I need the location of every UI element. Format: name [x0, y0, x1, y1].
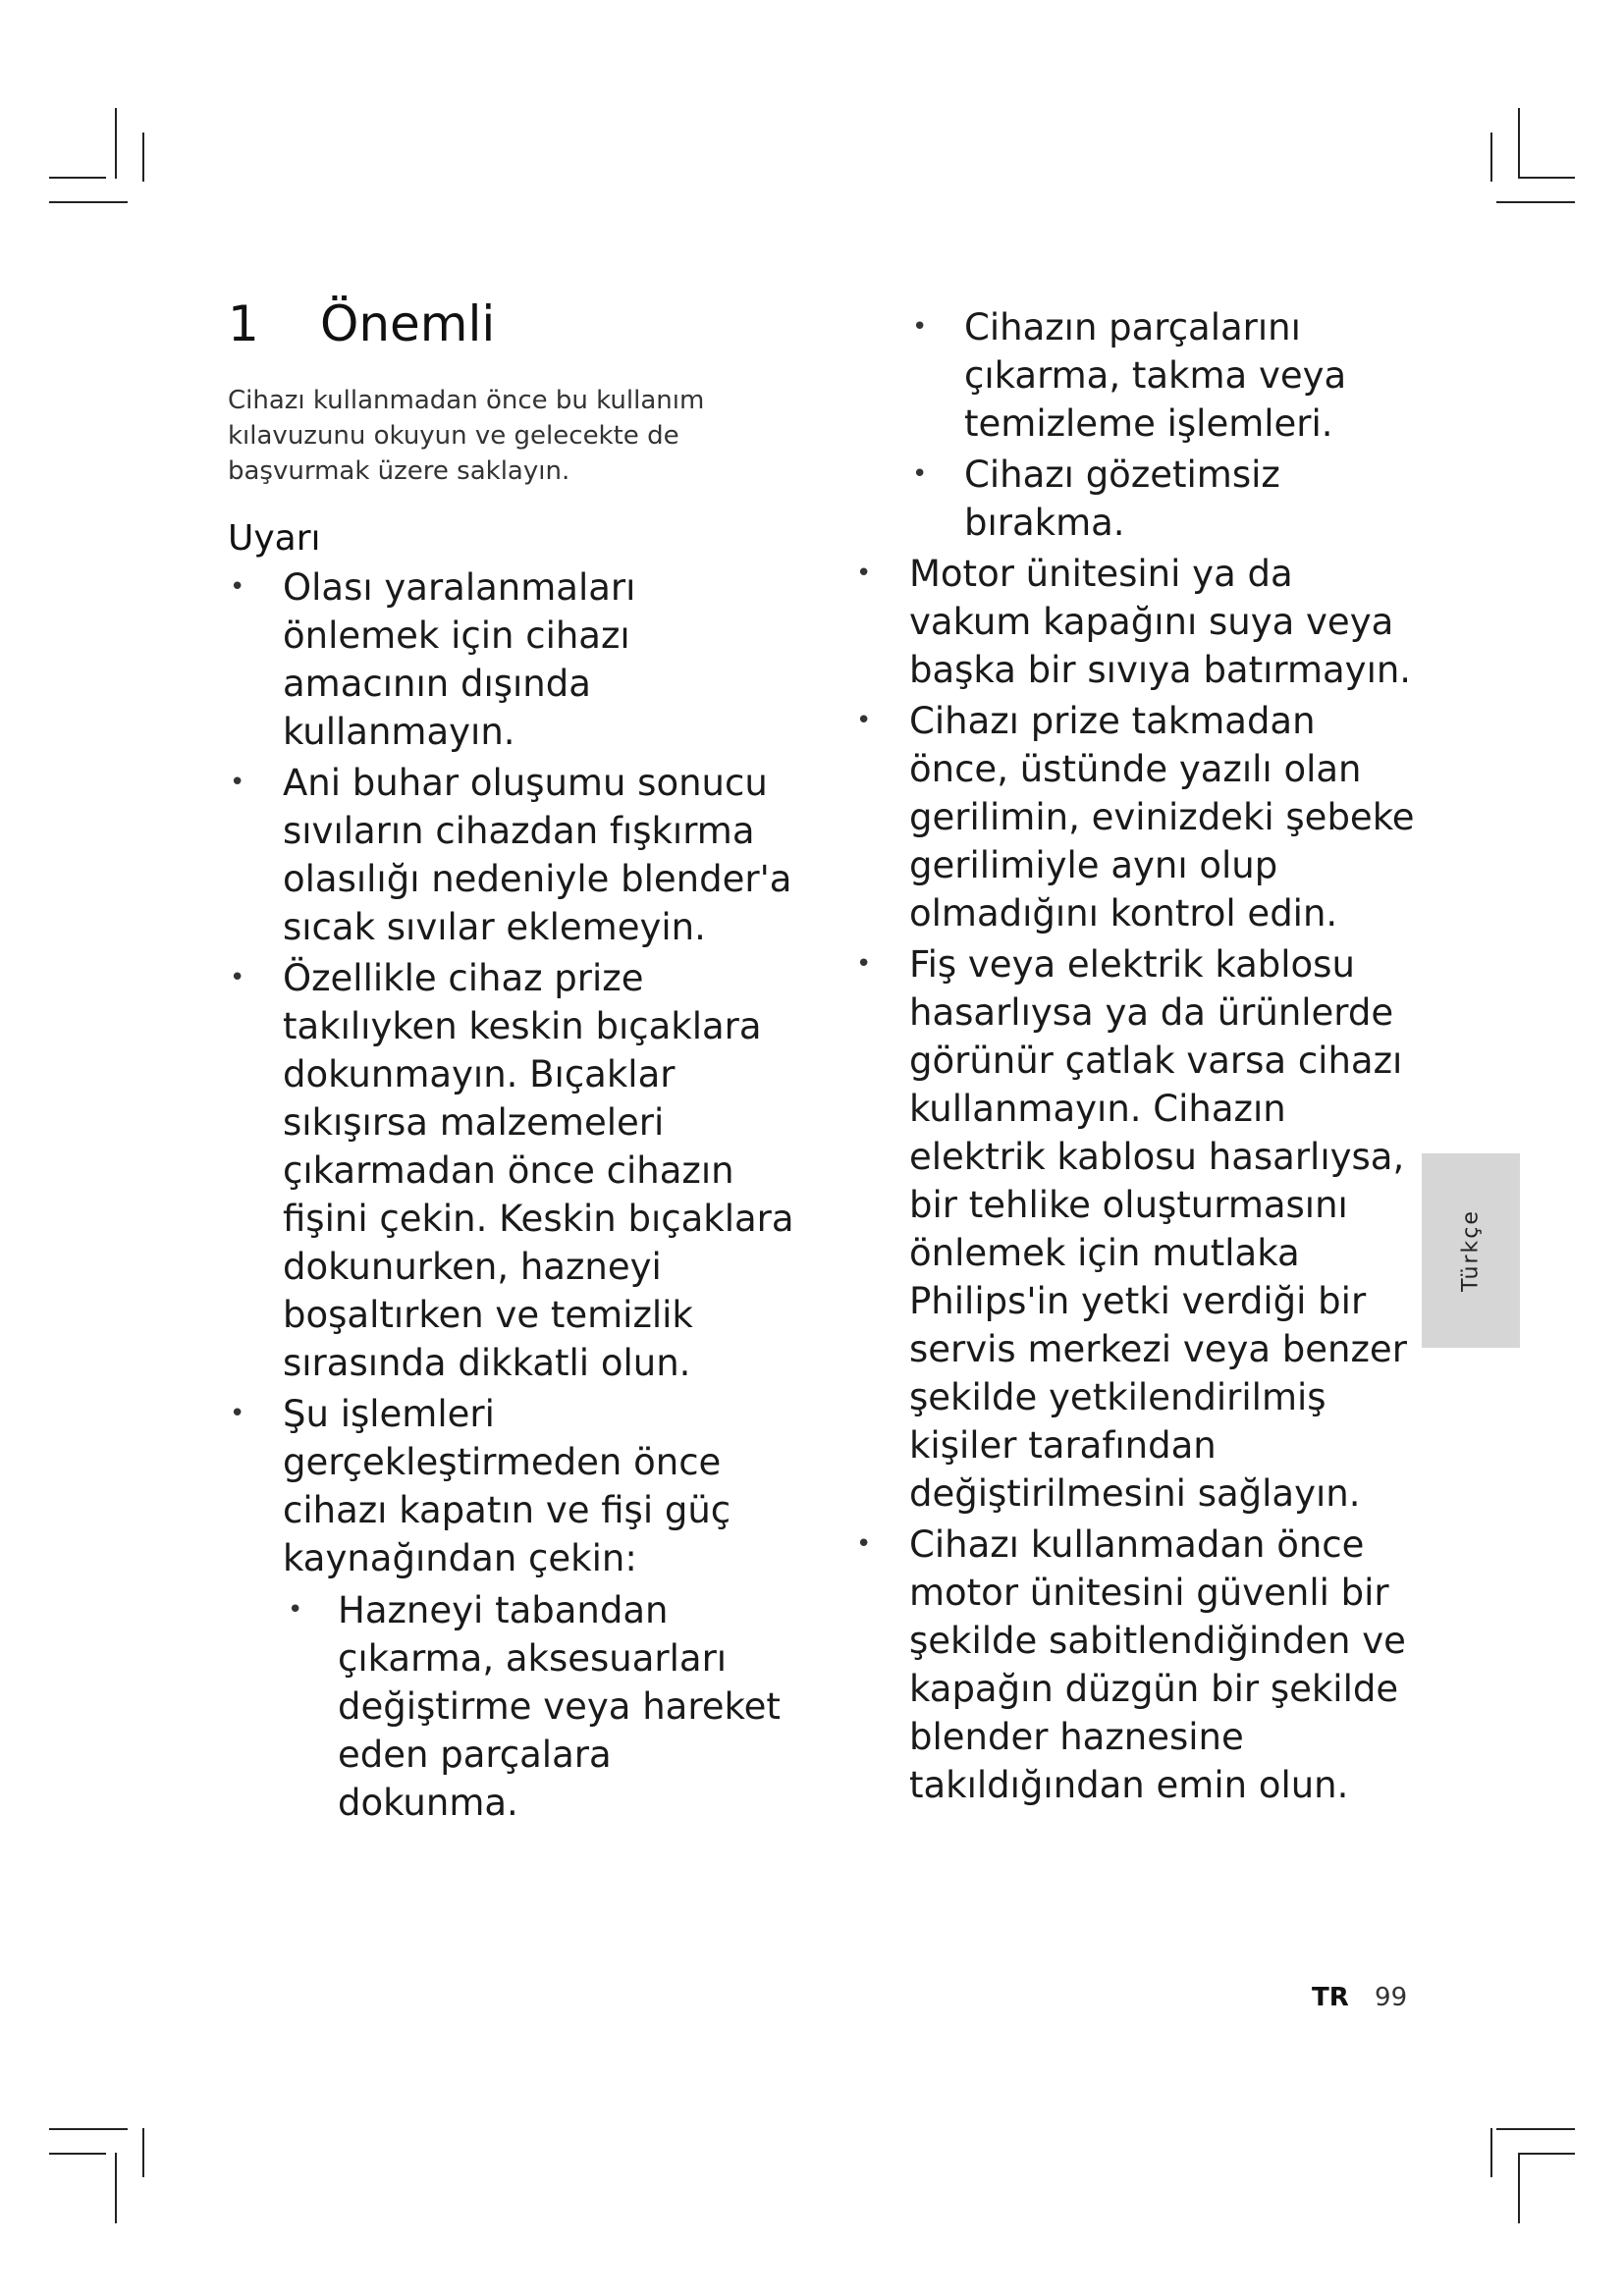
list-item: • Fiş veya elektrik kablosu hasarlıysa ya da ürünlerde görünür çatlak varsa cihazı kullanmayın. Cihazın elektrik kablosu hasarlıysa, bir tehlike oluşturmasını önlemek için mutlaka Philips'in yetki verdiği bir servis merkezi veya benzer şekilde yetkilendirilmiş kişiler tarafından değiştirilmesini sağlayın. — [854, 940, 1424, 1518]
right-column — [854, 299, 1424, 1812]
page-number: 99 — [1375, 1983, 1408, 2012]
list-item — [228, 1390, 797, 1827]
section-heading — [228, 294, 797, 353]
crop-mark — [115, 2153, 117, 2223]
crop-mark — [142, 133, 144, 182]
left-column — [228, 294, 797, 1830]
crop-mark — [1518, 177, 1575, 179]
sub-list-item: • Cihazın parçalarını çıkarma, takma veya temizleme işlemleri. — [909, 303, 1424, 448]
crop-mark — [1518, 2153, 1520, 2223]
list-item: • Ani buhar oluşumu sonucu sıvıların cihazdan fışkırma olasılığı nedeniyle blender'a sıcak sıvılar eklemeyin. — [228, 759, 797, 951]
list-item: • Özellikle cihaz prize takılıyken keskin bıçaklara dokunmayın. Bıçaklar sıkışırsa malzemeleri çıkarmadan önce cihazın fişini çekin. Keskin bıçaklara dokunurken, hazneyi boşaltırken ve temizlik sırasında dikkatli olun. — [228, 954, 797, 1387]
crop-mark — [49, 2128, 128, 2130]
warning-list-continued — [854, 550, 1424, 1809]
list-item: • Cihazı prize takmadan önce, üstünde yazılı olan gerilimin, evinizdeki şebeke gerilimiyle aynı olup olmadığını kontrol edin. — [854, 697, 1424, 937]
crop-mark — [1496, 2128, 1575, 2130]
page-footer — [1312, 1983, 1407, 2012]
section-number: 1 — [228, 295, 259, 352]
warning-subheading: Uyarı — [228, 518, 321, 559]
crop-mark — [142, 2128, 144, 2177]
language-tab — [1422, 1153, 1520, 1348]
intro-paragraph: Cihazı kullanmadan önce bu kullanım kılavuzunu okuyun ve gelecekte de başvurmak üzere saklayın. — [228, 386, 705, 486]
section-title: Önemli — [320, 295, 496, 352]
crop-mark — [49, 177, 106, 179]
language-tab-label: Türkçe — [1458, 1209, 1484, 1292]
crop-mark — [49, 2153, 106, 2155]
sub-list-item: • Hazneyi tabandan çıkarma, aksesuarları değiştirme veya hareket eden parçalara dokunma. — [283, 1586, 797, 1827]
crop-mark — [1496, 201, 1575, 203]
crop-mark — [1490, 133, 1492, 182]
crop-mark — [115, 108, 117, 179]
language-code: TR — [1312, 1983, 1349, 2012]
warning-list — [228, 563, 797, 1827]
crop-mark — [1490, 2128, 1492, 2177]
crop-mark — [1518, 108, 1520, 179]
list-item-text: Şu işlemleri gerçekleştirmeden önce cihazı kapatın ve fişi güç kaynağından çekin: — [283, 1393, 731, 1579]
crop-mark — [1518, 2153, 1575, 2155]
list-item: • Olası yaralanmaları önlemek için cihazı amacının dışında kullanmayın. — [228, 563, 797, 756]
list-item: • Cihazı kullanmadan önce motor ünitesini güvenli bir şekilde sabitlendiğinden ve kapağın düzgün bir şekilde blender haznesine takıldığından emin olun. — [854, 1521, 1424, 1809]
crop-mark — [49, 201, 128, 203]
sub-list-continued — [909, 303, 1424, 547]
list-item: • Motor ünitesini ya da vakum kapağını suya veya başka bir sıvıya batırmayın. — [854, 550, 1424, 694]
sub-list-item: • Cihazı gözetimsiz bırakma. — [909, 451, 1424, 547]
sub-list — [283, 1586, 797, 1827]
